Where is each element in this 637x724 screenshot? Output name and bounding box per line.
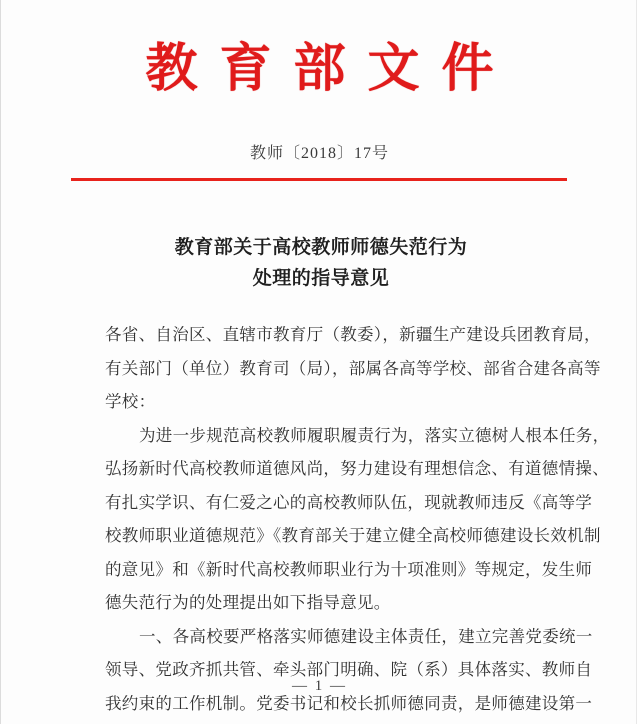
item-one-paragraph [105, 620, 593, 721]
preamble-line-5: 的意见》和《新时代高校教师职业行为十项准则》等规定，发生师 [105, 559, 593, 579]
preamble-paragraph [105, 419, 610, 620]
page-number: — 1 — [292, 678, 347, 694]
item-one-line-2: 领导、党政齐抓共管、牵头部门明确、院（系）具体落实、教师自 [105, 660, 593, 679]
document-title-line-2: 处理的指导意见 [252, 267, 390, 289]
masthead [1, 38, 637, 100]
red-divider-rule [71, 178, 567, 181]
document-title-line-1: 教育部关于高校教师师德失范行为 [174, 236, 468, 258]
preamble-line-3: 有扎实学识、有仁爱之心的高校教师队伍，现就教师违反《高等学 [105, 492, 593, 512]
addressee-line-3: 学校： [105, 392, 156, 411]
document-number: 教师〔2018〕17号 [249, 145, 389, 162]
item-one-line-3: 我约束的工作机制。党委书记和校长抓师德同责，是师德建设第一 [105, 693, 593, 713]
preamble-line-4: 校教师职业道德规范》《教育部关于建立健全高校师德建设长效机制 [105, 526, 601, 545]
addressee-line-1: 各省、自治区、直辖市教育厅（教委），新疆生产建设兵团教育局， [105, 325, 601, 344]
item-one-line-1: 一、各高校要严格落实师德建设主体责任，建立完善党委统一 [139, 626, 593, 646]
addressee-line-2: 有关部门（单位）教育司（局），部属各高等学校、部省合建各高等 [105, 358, 601, 378]
document-body [105, 318, 610, 720]
preamble-line-2: 弘扬新时代高校教师道德风尚，努力建设有理想信念、有道德情操、 [105, 459, 609, 478]
document-title [105, 232, 537, 294]
addressee-block [105, 318, 601, 419]
preamble-line-6: 德失范行为的处理提出如下指导意见。 [105, 593, 391, 612]
masthead-title: 教育部文件 [145, 38, 516, 99]
preamble-line-1: 为进一步规范高校教师履职履责行为，落实立德树人根本任务， [139, 425, 610, 445]
